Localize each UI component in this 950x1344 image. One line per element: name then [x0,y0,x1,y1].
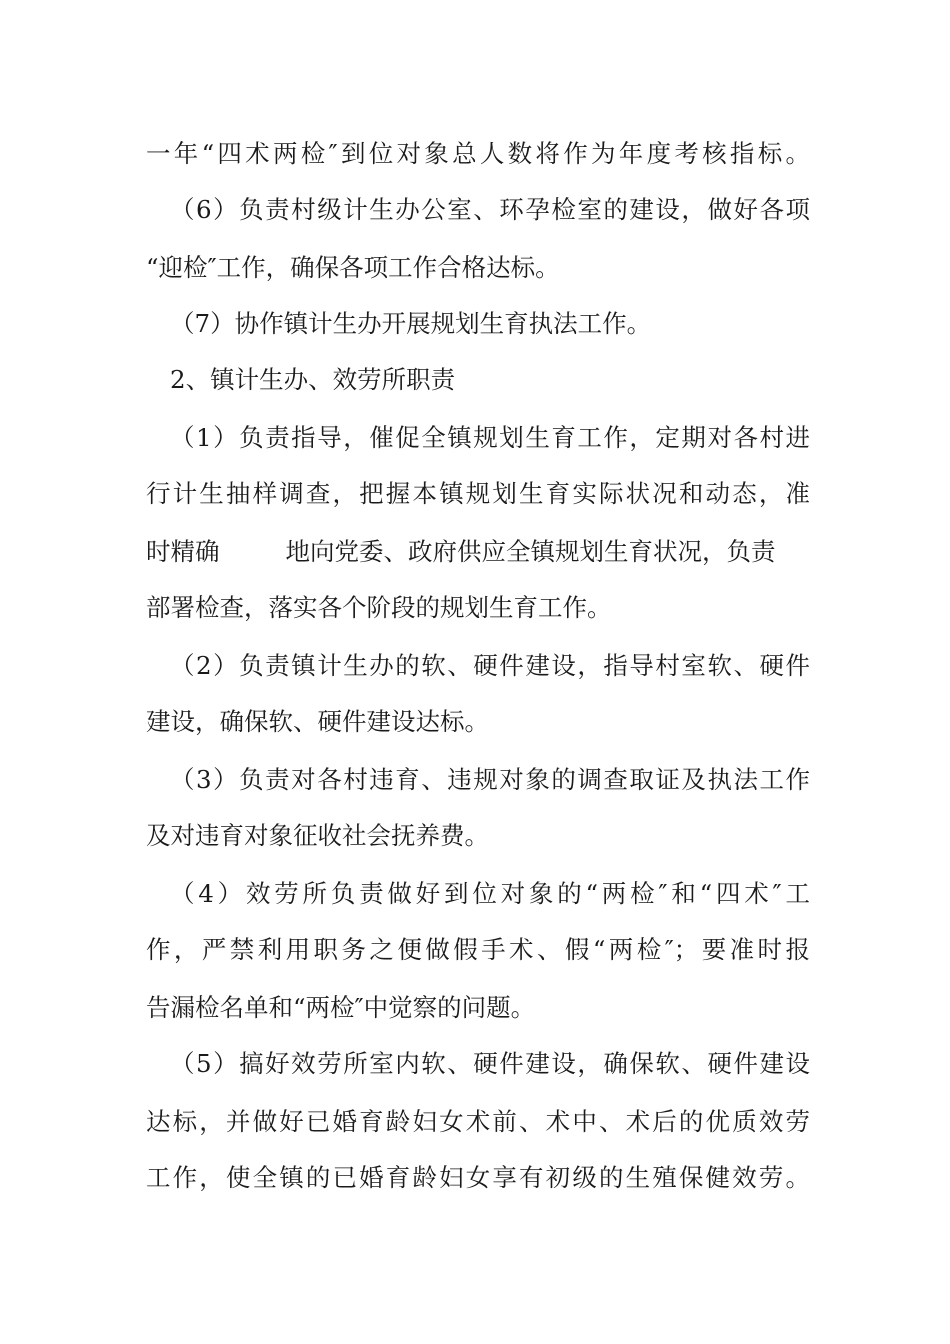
text-line-11: 建设，确保软、硬件建设达标。 [146,707,489,736]
text-line-16: 告漏检名单和“两检″中觉察的问题。 [146,993,536,1022]
text-line-9: 部署检查，落实各个阶段的规划生育工作。 [146,593,612,622]
text-line-18: 达标，并做好已婚育龄妇女术前、术中、术后的优质效劳 [146,1107,810,1136]
text-line-14: （4）效劳所负责做好到位对象的“两检″和“四术″工 [170,879,810,908]
text-line-4: （7）协作镇计生办开展规划生育执法工作。 [170,309,652,338]
text-line-17: （5）搞好效劳所室内软、硬件建设，确保软、硬件建设 [170,1049,810,1078]
text-line-8-start: 时精确 [146,537,220,566]
text-line-6: （1）负责指导，催促全镇规划生育工作，定期对各村进 [170,423,810,452]
text-line-8-end: 地向党委、政府供应全镇规划生育状况，负责 [285,537,776,566]
text-line-3: “迎检″工作，确保各项工作合格达标。 [146,253,560,282]
text-line-7: 行计生抽样调查，把握本镇规划生育实际状况和动态，准 [146,479,810,508]
text-line-12: （3）负责对各村违育、违规对象的调查取证及执法工作 [170,765,810,794]
section-heading: 2、镇计生办、效劳所职责 [170,365,456,394]
text-line-19: 工作，使全镇的已婚育龄妇女享有初级的生殖保健效劳。 [146,1163,810,1192]
text-line-13: 及对违育对象征收社会抚养费。 [146,821,489,850]
text-line-15: 作，严禁利用职务之便做假手术、假“两检″；要准时报 [146,935,810,964]
text-line-8 [146,536,810,568]
text-line-1: 一年“四术两检″到位对象总人数将作为年度考核指标。 [146,139,810,168]
text-line-2: （6）负责村级计生办公室、环孕检室的建设，做好各项 [170,195,810,224]
text-line-10: （2）负责镇计生办的软、硬件建设，指导村室软、硬件 [170,651,810,680]
